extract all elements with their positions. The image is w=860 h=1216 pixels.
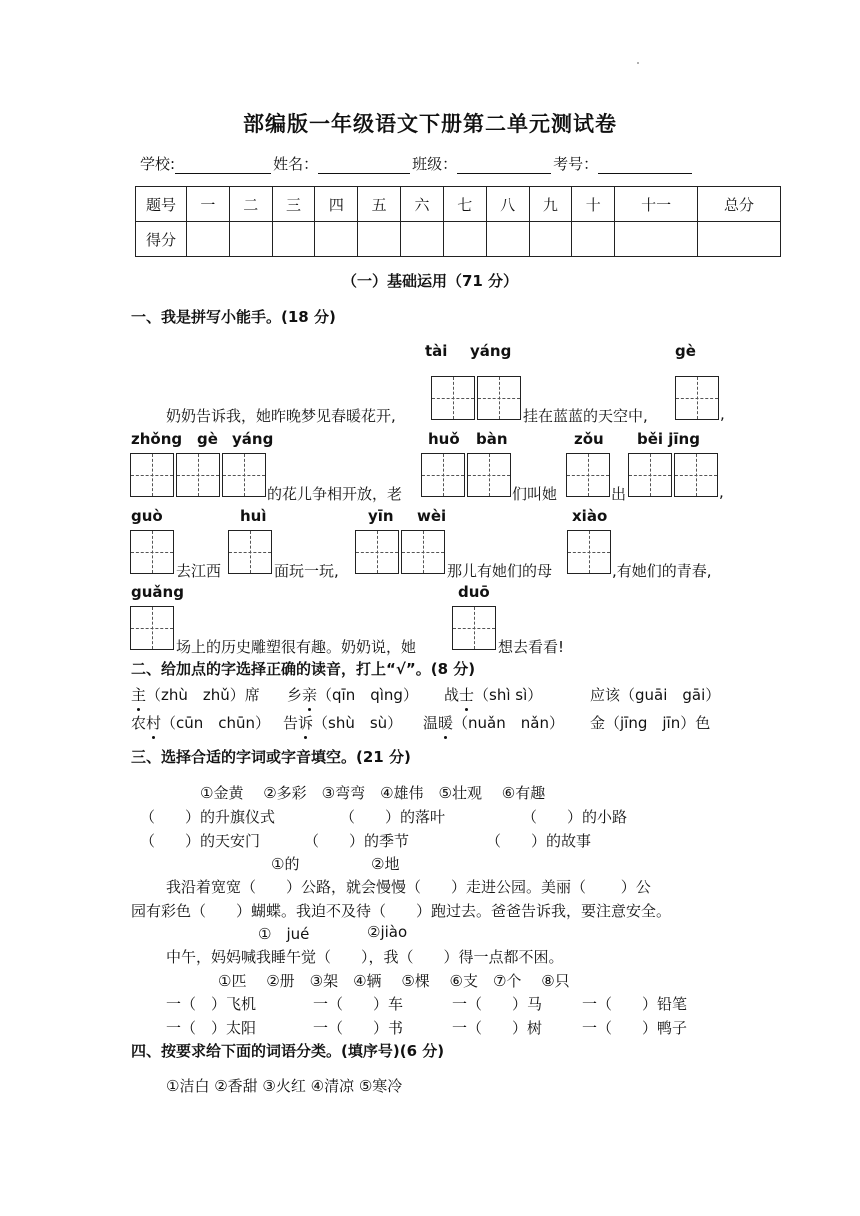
writing-box[interactable] xyxy=(566,453,610,497)
pinyin-label: běi jīng xyxy=(637,430,700,448)
passage-text: 们叫她 xyxy=(512,485,558,503)
measure-item[interactable]: 一（ ）树 xyxy=(452,1019,543,1037)
writing-box[interactable] xyxy=(452,606,496,650)
dotted-char: 诉 xyxy=(298,714,314,732)
pinyin-label: zǒu xyxy=(574,430,604,448)
fill-blank-paragraph[interactable]: 我沿着宽宽（ ）公路，就会慢慢（ ）走进公园。美丽（ ）公 xyxy=(166,878,651,896)
class-label: 班级： xyxy=(412,155,458,173)
score-cell[interactable] xyxy=(698,222,781,257)
measure-item[interactable]: 一（ ）书 xyxy=(313,1019,404,1037)
reading-item xyxy=(444,684,542,705)
page-dot xyxy=(637,62,639,64)
class-blank[interactable] xyxy=(457,159,551,174)
score-cell[interactable] xyxy=(615,222,698,257)
pinyin-label: guǎng xyxy=(131,583,184,601)
reading-options[interactable]: （cūn chūn） xyxy=(161,714,271,732)
writing-box[interactable] xyxy=(674,453,718,497)
pinyin-label: tài xyxy=(425,342,448,360)
dotted-char: 主 xyxy=(131,686,147,704)
measure-item[interactable]: 一（ ）飞机 xyxy=(166,995,257,1013)
writing-box[interactable] xyxy=(477,376,521,420)
score-cell[interactable] xyxy=(229,222,272,257)
writing-box[interactable] xyxy=(421,453,465,497)
pinyin-option: ① jué xyxy=(258,925,310,943)
name-label: 姓名： xyxy=(273,155,319,173)
pinyin-label: yáng xyxy=(232,430,274,448)
column-header: 五 xyxy=(358,187,401,222)
reading-item xyxy=(283,712,402,733)
reading-options[interactable]: （nuǎn nǎn） xyxy=(453,714,564,732)
pinyin-label: zhǒng xyxy=(131,430,183,448)
fill-blank-paragraph[interactable]: 中午，妈妈喊我睡午觉（ ），我（ ）得一点都不困。 xyxy=(166,948,564,966)
column-header: 九 xyxy=(529,187,572,222)
passage-text: 想去看看! xyxy=(498,638,565,656)
pinyin-label: duō xyxy=(458,583,490,601)
measure-item[interactable]: 一（ ）铅笔 xyxy=(582,995,688,1013)
writing-box[interactable] xyxy=(228,530,272,574)
pinyin-label: gè xyxy=(197,430,218,448)
reading-options[interactable]: （qīn qìng） xyxy=(317,686,418,704)
reading-item xyxy=(590,712,710,733)
reading-options[interactable]: （zhù zhǔ）席 xyxy=(146,686,260,704)
name-blank[interactable] xyxy=(318,159,410,174)
score-cell[interactable] xyxy=(443,222,486,257)
fill-blank-paragraph[interactable]: 园有彩色（ ）蝴蝶。我迫不及待（ ）跑过去。爸爸告诉我，要注意安全。 xyxy=(131,902,672,920)
measure-item[interactable]: 一（ ）太阳 xyxy=(166,1019,257,1037)
fill-blank-item[interactable]: （ ）的天安门 xyxy=(140,832,261,850)
measure-options: ①匹 ②册 ③架 ④辆 ⑤棵 ⑥支 ⑦个 ⑧只 xyxy=(218,972,570,990)
plain-char: 农 xyxy=(131,714,147,732)
measure-item[interactable]: 一（ ）车 xyxy=(313,995,404,1013)
pinyin-label: xiào xyxy=(572,507,608,525)
writing-box[interactable] xyxy=(675,376,719,420)
reading-item xyxy=(423,712,564,733)
passage-text: 奶奶告诉我，她昨晚梦见春暖花开, xyxy=(166,407,396,425)
fill-blank-item[interactable]: （ ）的落叶 xyxy=(340,808,446,826)
fill-blank-item[interactable]: （ ）的故事 xyxy=(486,832,592,850)
score-cell[interactable] xyxy=(572,222,615,257)
reading-item xyxy=(131,712,270,733)
passage-text: , xyxy=(720,405,725,423)
passage-text: 面玩一玩, xyxy=(274,562,339,580)
writing-box[interactable] xyxy=(176,453,220,497)
writing-box[interactable] xyxy=(567,530,611,574)
word-options: ①洁白 ②香甜 ③火红 ④清凉 ⑤寒冷 xyxy=(166,1077,403,1095)
writing-box[interactable] xyxy=(130,453,174,497)
school-label: 学校: xyxy=(140,155,176,173)
word-options: ①金黄 ②多彩 ③弯弯 ④雄伟 ⑤壮观 ⑥有趣 xyxy=(200,784,546,802)
column-header: 六 xyxy=(401,187,444,222)
writing-box[interactable] xyxy=(431,376,475,420)
score-cell[interactable] xyxy=(272,222,315,257)
pinyin-label: wèi xyxy=(417,507,447,525)
pinyin-label: yáng xyxy=(470,342,512,360)
school-blank[interactable] xyxy=(175,159,271,174)
column-header: 四 xyxy=(315,187,358,222)
question-4-heading: 四、按要求给下面的词语分类。(填序号)(6 分) xyxy=(131,1042,445,1060)
reading-options[interactable]: 金（jīng jīn）色 xyxy=(590,714,711,732)
score-cell[interactable] xyxy=(358,222,401,257)
writing-box[interactable] xyxy=(628,453,672,497)
plain-char: 告 xyxy=(283,714,299,732)
score-cell[interactable] xyxy=(315,222,358,257)
question-2-heading: 二、给加点的字选择正确的读音，打上“√”。(8 分) xyxy=(131,660,476,678)
writing-box[interactable] xyxy=(467,453,511,497)
score-cell[interactable] xyxy=(486,222,529,257)
dotted-char: 村 xyxy=(146,714,162,732)
writing-box[interactable] xyxy=(130,606,174,650)
column-header: 二 xyxy=(229,187,272,222)
writing-box[interactable] xyxy=(401,530,445,574)
column-header: 八 xyxy=(486,187,529,222)
plain-char: 乡 xyxy=(287,686,303,704)
column-header: 三 xyxy=(272,187,315,222)
number-label: 考号： xyxy=(553,155,599,173)
dotted-char: 士 xyxy=(459,686,475,704)
column-header: 七 xyxy=(443,187,486,222)
passage-text: , xyxy=(719,483,724,501)
dotted-char: 亲 xyxy=(302,686,318,704)
reading-options[interactable]: （shù sù） xyxy=(313,714,403,732)
dotted-char: 暖 xyxy=(438,714,454,732)
column-header: 总分 xyxy=(698,187,781,222)
writing-box[interactable] xyxy=(222,453,266,497)
score-label-cell: 得分 xyxy=(136,222,187,257)
reading-item xyxy=(287,684,418,705)
writing-box[interactable] xyxy=(355,530,399,574)
score-cell[interactable] xyxy=(187,222,230,257)
score-table-header-row xyxy=(136,187,781,222)
measure-item[interactable]: 一（ ）马 xyxy=(452,995,543,1013)
pinyin-label: gè xyxy=(675,342,696,360)
page-title: 部编版一年级语文下册第二单元测试卷 xyxy=(243,112,617,136)
section-heading: （一）基础运用（71 分） xyxy=(341,272,519,290)
reading-options[interactable]: 应该（guāi gāi） xyxy=(590,686,721,704)
reading-item xyxy=(131,684,260,705)
score-cell[interactable] xyxy=(529,222,572,257)
fill-blank-item[interactable]: （ ）的升旗仪式 xyxy=(140,808,276,826)
passage-text: 的花儿争相开放，老 xyxy=(267,485,403,503)
reading-item xyxy=(590,684,720,705)
plain-char: 温 xyxy=(423,714,439,732)
passage-text: ,有她们的青春, xyxy=(612,562,712,580)
passage-text: 那儿有她们的母 xyxy=(447,562,553,580)
passage-text: 场上的历史雕塑很有趣。奶奶说，她 xyxy=(176,638,417,656)
column-header: 一 xyxy=(187,187,230,222)
score-table-score-row xyxy=(136,222,781,257)
pinyin-label: guò xyxy=(131,507,163,525)
fill-blank-item[interactable]: （ ）的季节 xyxy=(304,832,410,850)
column-header: 十一 xyxy=(615,187,698,222)
passage-text: 去江西 xyxy=(176,562,222,580)
number-blank[interactable] xyxy=(598,159,692,174)
measure-item[interactable]: 一（ ）鸭子 xyxy=(582,1019,688,1037)
student-info-line xyxy=(140,153,694,174)
char-option: ②地 xyxy=(371,855,400,873)
passage-text: 挂在蓝蓝的天空中, xyxy=(523,407,648,425)
char-option: ①的 xyxy=(271,855,300,873)
reading-options[interactable]: （shì sì） xyxy=(474,686,543,704)
plain-char: 战 xyxy=(444,686,460,704)
fill-blank-item[interactable]: （ ）的小路 xyxy=(522,808,628,826)
column-header: 十 xyxy=(572,187,615,222)
pinyin-label: yīn xyxy=(368,507,394,525)
question-1-heading: 一、我是拼写小能手。(18 分) xyxy=(131,308,336,326)
score-table xyxy=(135,186,781,257)
header-label-cell: 题号 xyxy=(136,187,187,222)
passage-text: 出 xyxy=(611,485,627,503)
pinyin-label: bàn xyxy=(476,430,508,448)
pinyin-label: huǒ xyxy=(428,430,460,448)
pinyin-label: huì xyxy=(240,507,267,525)
writing-box[interactable] xyxy=(130,530,174,574)
question-3-heading: 三、选择合适的字词或字音填空。(21 分) xyxy=(131,748,411,766)
score-cell[interactable] xyxy=(401,222,444,257)
pinyin-option: ②jiào xyxy=(367,923,408,941)
